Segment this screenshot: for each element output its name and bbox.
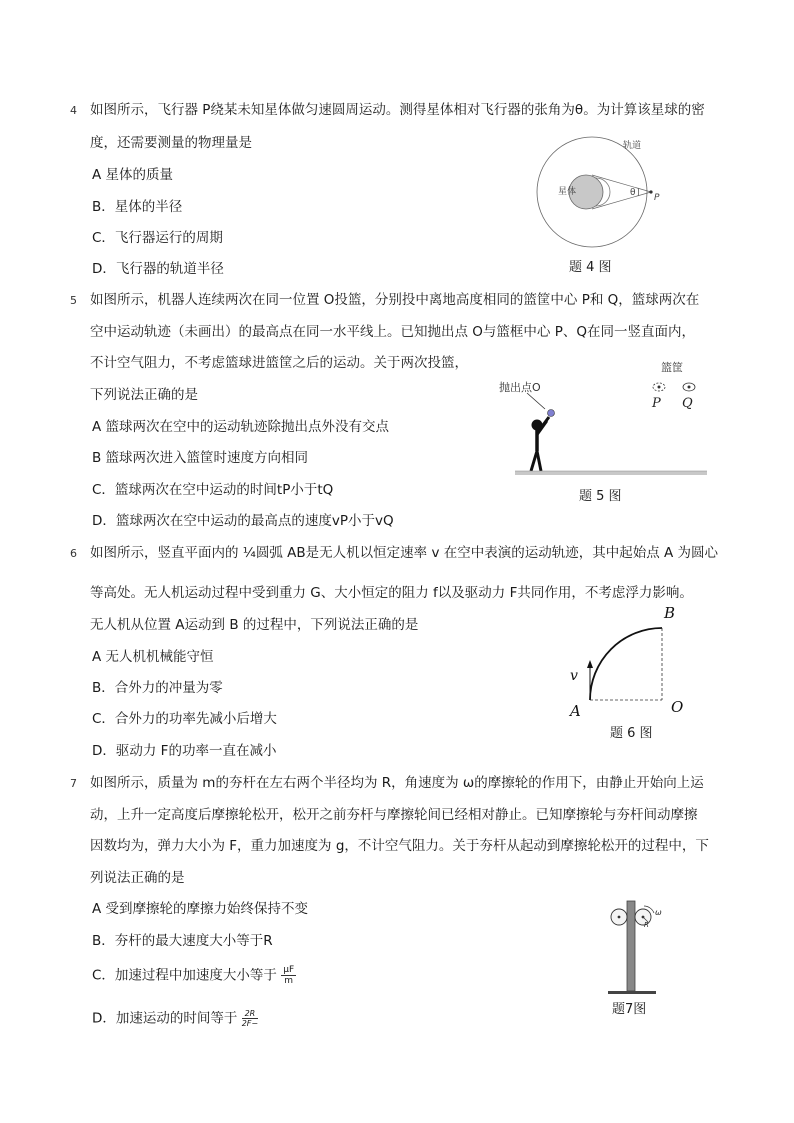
q7-stem-line1: 如图所示，质量为 m的夯杆在左右两个半径均为 R，角速度为 ω的摩擦轮的作用下，由静止开始向上运 [90,775,704,791]
q7-option-a: A 受到摩擦轮的摩擦力始终保持不变 [92,901,309,917]
q5-number: 5 [70,294,77,307]
q7-option-d-fraction [242,1009,258,1028]
q7-option-d [92,1009,258,1028]
q7-stem-line2: 动，上升一定高度后摩擦轮松开，松开之前夯杆与摩擦轮间已经相对静止。已知摩擦轮与夯杆间动摩擦 [90,807,698,823]
q6-stem-line3: 无人机从位置 A运动到 B 的过程中，下列说法正确的是 [90,617,419,633]
q5-figure-hoop-label: 篮筐 [661,361,683,374]
q5-figure-q-label: Q [682,396,693,411]
q4-figure-planet-label: 星体 [558,187,577,197]
q4-option-d: D．飞行器的轨道半径 [92,261,224,277]
q6-option-c: C．合外力的功率先减小后增大 [92,711,277,727]
q4-stem-line2: 度，还需要测量的物理量是 [90,135,252,151]
q5-figure-throw-label: 抛出点O [499,381,541,394]
q6-figure [560,600,700,725]
q6-option-b: B．合外力的冲量为零 [92,680,223,696]
q5-stem-line3: 不计空气阻力，不考虑篮球进篮筐之后的运动。关于两次投篮， [90,355,468,371]
q5-option-a: A 篮球两次在空中的运动轨迹除抛出点外没有交点 [92,419,390,435]
q7-figure [600,895,670,995]
q7-option-c-numerator: μF [283,965,295,975]
q6-stem-line1: 如图所示，竖直平面内的 ¼圆弧 AB是无人机以恒定速率 v 在空中表演的运动轨迹，其中起始点 A 为圆心 [90,545,719,561]
q5-caption: 题 5 图 [579,489,622,504]
q5-option-b: B 篮球两次进入篮筐时速度方向相同 [92,450,309,466]
q6-figure-o-label: O [671,698,684,716]
q5-option-d: D．篮球两次在空中运动的最高点的速度vP小于vQ [92,513,394,529]
q5-stem-line4: 下列说法正确的是 [90,387,198,403]
q6-figure-a-label: A [570,702,581,720]
q6-number: 6 [70,547,77,560]
q6-caption: 题 6 图 [610,726,653,741]
q7-option-c-text: C．加速过程中加速度大小等于 [92,967,277,984]
q7-option-d-numerator: 2R [242,1009,258,1019]
q4-stem-line1: 如图所示，飞行器 P绕某未知星体做匀速圆周运动。测得星体相对飞行器的张角为θ。为计算该星球的密 [90,102,705,118]
q6-option-a: A 无人机机械能守恒 [92,649,214,665]
q4-option-a: A 星体的质量 [92,167,174,183]
q6-stem-line2: 等高处。无人机运动过程中受到重力 G、大小恒定的阻力 f以及驱动力 F共同作用，不考虑浮力影响。 [90,585,693,601]
q6-figure-v-label: v [570,668,578,684]
q4-figure-orbit-label: 轨道 [623,141,642,151]
q7-number: 7 [70,777,77,790]
q5-stem-line2: 空中运动轨迹（未画出）的最高点在同一水平线上。已知抛出点 O与篮框中心 P、Q在同一竖直面内， [90,324,695,340]
q5-figure-p-label: P [652,396,661,411]
q4-caption: 题 4 图 [569,260,612,275]
q7-stem-line4: 列说法正确的是 [90,870,185,886]
q7-option-c-fraction [281,965,296,986]
q7-caption: 题7图 [612,1002,647,1017]
q4-number: 4 [70,104,77,117]
q5-figure [495,355,710,480]
q7-figure-omega-label: ω [655,908,662,917]
q7-option-d-text: D．加速运动的时间等于 [92,1010,238,1027]
q6-figure-b-label: B [664,604,676,622]
q7-option-b: B．夯杆的最大速度大小等于R [92,933,273,949]
q4-option-c: C．飞行器运行的周期 [92,230,223,246]
q4-figure [530,130,670,255]
q5-option-c: C．篮球两次在空中运动的时间tP小于tQ [92,482,334,498]
q4-figure-p-label: P [654,193,660,203]
q7-option-d-denominator: 2F− [241,1019,259,1028]
q4-option-b: B．星体的半径 [92,199,183,215]
q4-figure-theta-label: θ [630,188,636,198]
q7-option-c [92,965,296,986]
q6-option-d: D．驱动力 F的功率一直在减小 [92,743,277,759]
q5-stem-line1: 如图所示，机器人连续两次在同一位置 O投篮，分别投中离地高度相同的篮筐中心 P和 Q，篮球两次在 [90,292,700,308]
q7-stem-line3: 因数均为，弹力大小为 F，重力加速度为 g，不计空气阻力。关于夯杆从起动到摩擦轮松开的过程中，下 [90,838,709,854]
q7-option-c-denominator: m [284,976,294,986]
q7-figure-r-label: R [644,921,649,929]
